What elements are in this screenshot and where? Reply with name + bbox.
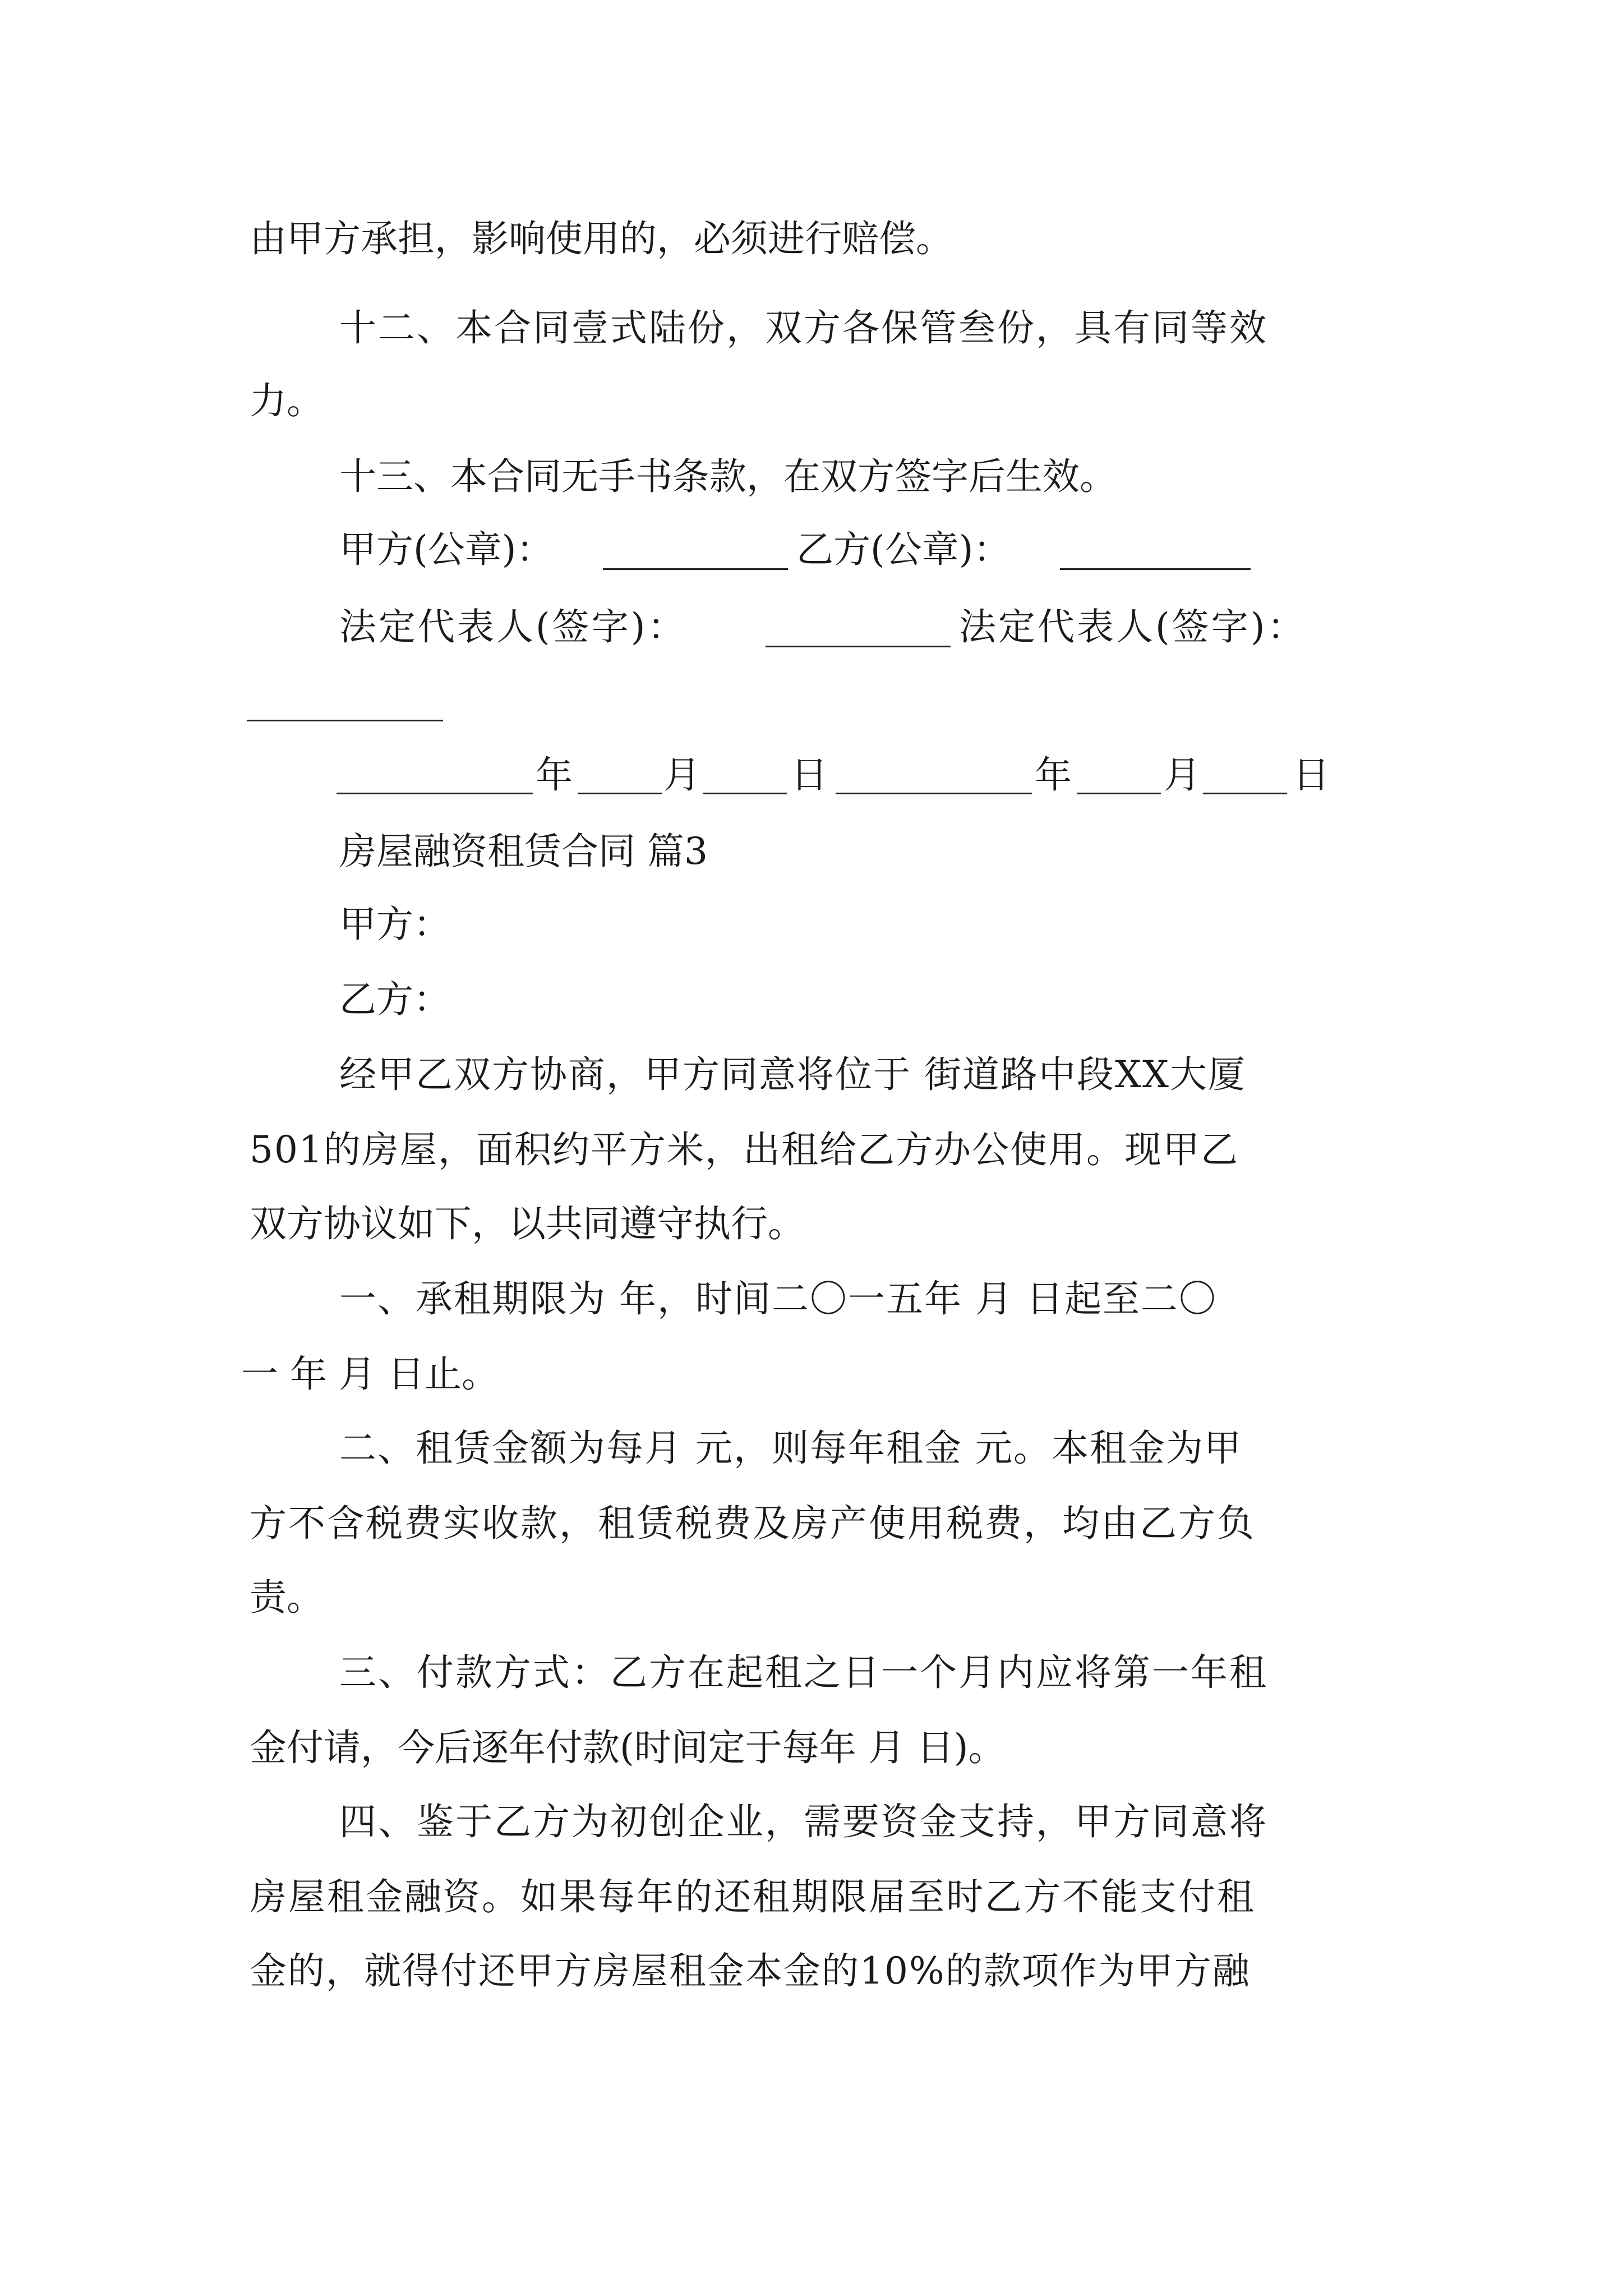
date-b-month-label: 月: [1164, 753, 1201, 797]
party-a-representative-label: 法定代表人(签字)：: [339, 605, 687, 648]
date-b-year-label: 年: [1035, 753, 1072, 797]
date-b-day-blank: [1203, 760, 1287, 794]
paragraph-line: 责。: [250, 1576, 324, 1619]
paragraph-line: 房屋租金融资。如果每年的还租期限届至时乙方不能支付租: [250, 1875, 1256, 1918]
party-a-label: 甲方：: [339, 903, 450, 946]
paragraph-line: 十三、本合同无手书条款，在双方签字后生效。: [339, 455, 1117, 498]
paragraph-line: 力。: [250, 379, 324, 422]
party-b-representative-label: 法定代表人(签字)：: [959, 605, 1307, 648]
paragraph-line: 由甲方承担，影响使用的，必须进行赔偿。: [250, 217, 953, 260]
date-a-year-label: 年: [536, 753, 573, 797]
date-a-month-label: 月: [663, 753, 700, 797]
date-b-year-blank: [836, 760, 1032, 794]
paragraph-line: 501的房屋，面积约平方米，出租给乙方办公使用。现甲乙: [250, 1128, 1239, 1171]
date-a-day-label: 日: [791, 753, 828, 797]
paragraph-line: 方不含税费实收款，租赁税费及房产使用税费，均由乙方负: [250, 1502, 1256, 1545]
party-b-label: 乙方：: [339, 978, 450, 1021]
paragraph-line: 一、承租期限为 年，时间二〇一五年 月 日起至二〇: [339, 1277, 1217, 1320]
party-a-seal-blank: [603, 536, 788, 570]
paragraph-line: 双方协议如下，以共同遵守执行。: [250, 1202, 805, 1245]
section-title: 房屋融资租赁合同 篇3: [339, 830, 708, 873]
date-b-month-blank: [1077, 760, 1161, 794]
paragraph-line: 金的，就得付还甲方房屋租金本金的10%的款项作为甲方融: [250, 1949, 1251, 1993]
paragraph-line: 金付请，今后逐年付款(时间定于每年 月 日)。: [250, 1726, 1006, 1769]
date-b-day-label: 日: [1293, 753, 1330, 797]
party-b-seal-label: 乙方(公章)：: [796, 528, 1011, 571]
paragraph-line: 四、鉴于乙方为初创企业，需要资金支持，甲方同意将: [339, 1800, 1268, 1843]
paragraph-line: 十二、本合同壹式陆份，双方各保管叁份，具有同等效: [339, 306, 1268, 349]
party-a-representative-blank: [766, 613, 951, 647]
paragraph-line: 经甲乙双方协商，甲方同意将位于 街道路中段XX大厦: [339, 1053, 1246, 1096]
date-a-day-blank: [703, 760, 787, 794]
paragraph-line: 二、租赁金额为每月 元，则每年租金 元。本租金为甲: [339, 1427, 1242, 1470]
paragraph-line: 一 年 月 日止。: [241, 1352, 499, 1396]
party-b-representative-blank: [247, 687, 443, 721]
party-a-seal-label: 甲方(公章)：: [339, 528, 554, 571]
paragraph-line: 三、付款方式：乙方在起租之日一个月内应将第一年租: [339, 1651, 1268, 1694]
party-b-seal-blank: [1060, 536, 1251, 570]
date-a-year-blank: [336, 760, 533, 794]
date-a-month-blank: [578, 760, 662, 794]
